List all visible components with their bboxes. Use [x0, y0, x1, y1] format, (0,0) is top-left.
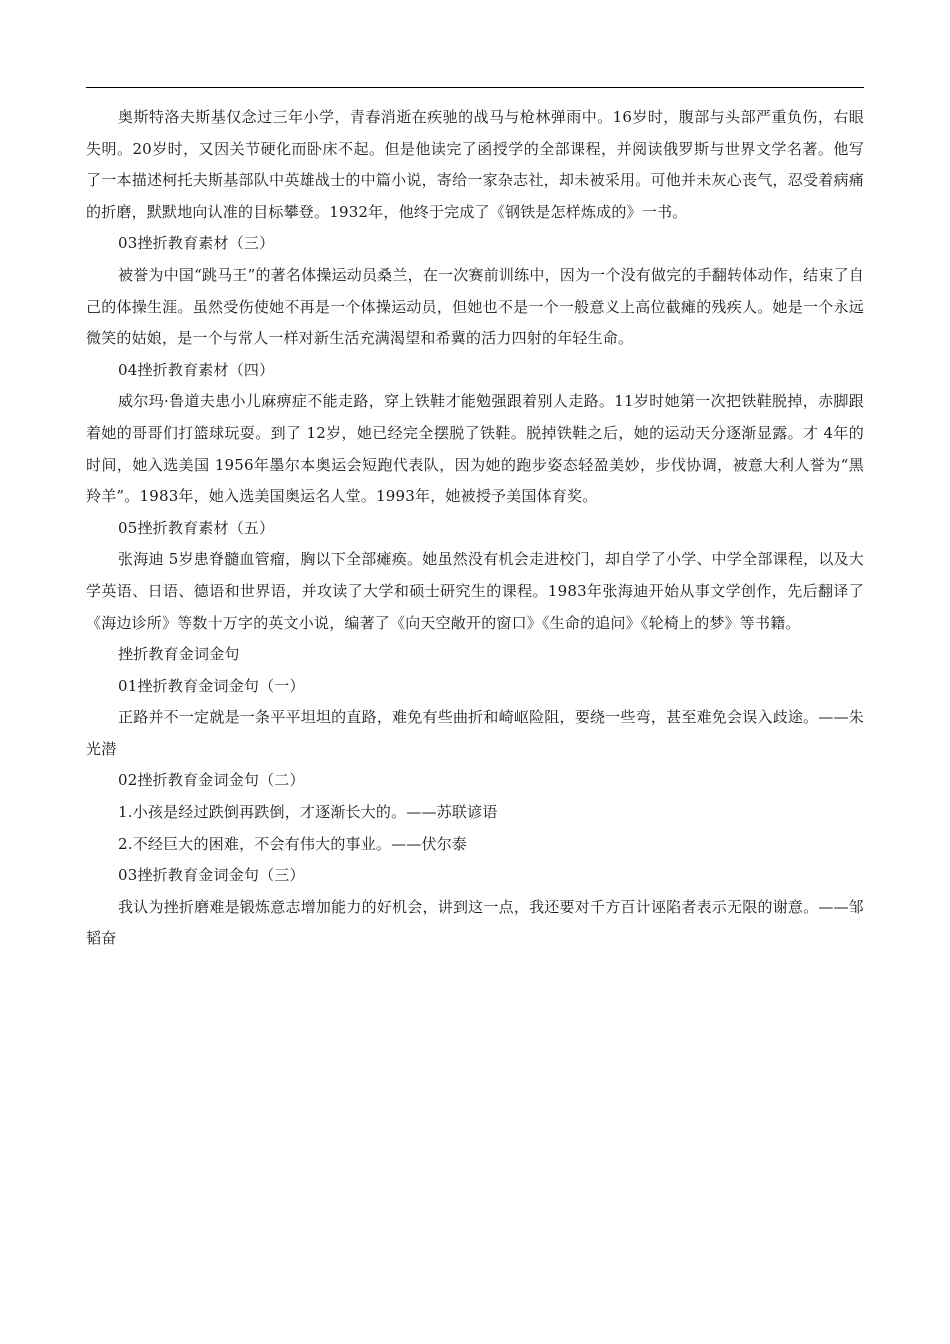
- document-body: [86, 102, 864, 955]
- heading-material-4: 04挫折教育素材（四）: [118, 360, 275, 379]
- paragraph-wilma-rudolph: 威尔玛·鲁道夫患小儿麻痹症不能走路，穿上铁鞋才能勉强跟着别人走路。11岁时她第一次把铁鞋脱掉，赤脚跟着她的哥哥们打篮球玩耍。到了 12岁，她已经完全摆脱了铁鞋。脱掉铁鞋之后，她的运动天分逐渐显露。才 4年的时间，她入选美国 1956年墨尔本奥运会短跑代表队，因为她的跑步姿态轻盈美妙，步伐协调，被意大利人誉为“黑羚羊”。1983年，她入选美国奥运名人堂。1993年，她被授予美国体育奖。: [86, 392, 864, 506]
- quote-zou-taofen: 我认为挫折磨难是锻炼意志增加能力的好机会，讲到这一点，我还要对千方百计诬陷者表示无限的谢意。——邹韬奋: [86, 897, 864, 948]
- paragraph-zhang-haidi: 张海迪 5岁患脊髓血管瘤，胸以下全部瘫痪。她虽然没有机会走进校门，却自学了小学、中学全部课程，以及大学英语、日语、德语和世界语，并攻读了大学和硕士研究生的课程。1983年张海迪开始从事文学创作，先后翻译了《海边诊所》等数十万字的英文小说，编著了《向天空敞开的窗口》《生命的追问》《轮椅上的梦》等书籍。: [86, 550, 864, 632]
- heading-material-3: 03挫折教育素材（三）: [118, 234, 275, 253]
- paragraph-sang-lan: 被誉为中国“跳马王”的著名体操运动员桑兰，在一次赛前训练中，因为一个没有做完的手翻转体动作，结束了自己的体操生涯。虽然受伤使她不再是一个体操运动员，但她也不是一个一般意义上高位截瘫的残疾人。她是一个永远微笑的姑娘，是一个与常人一样对新生活充满渴望和希冀的活力四射的年轻生命。: [86, 265, 864, 348]
- heading-quotes-2: 02挫折教育金词金句（二）: [118, 771, 305, 790]
- quote-zhu-guangqian: 正路并不一定就是一条平平坦坦的直路，难免有些曲折和崎岖险阻，要绕一些弯，甚至难免会误入歧途。——朱光潜: [86, 708, 864, 758]
- header-rule: [86, 87, 864, 88]
- heading-material-5: 05挫折教育素材（五）: [118, 518, 275, 537]
- heading-quotes-1: 01挫折教育金词金句（一）: [118, 676, 305, 695]
- quote-voltaire: 2.不经巨大的困难，不会有伟大的事业。——伏尔泰: [118, 834, 468, 853]
- quote-soviet-proverb: 1.小孩是经过跌倒再跌倒，才逐渐长大的。——苏联谚语: [118, 803, 498, 822]
- paragraph-ostrovsky: 奥斯特洛夫斯基仅念过三年小学，青春消逝在疾驰的战马与枪林弹雨中。16岁时，腹部与头部严重负伤，右眼失明。20岁时，又因关节硬化而卧床不起。但是他读完了函授学的全部课程，并阅读俄罗斯与世界文学名著。他写了一本描述柯托夫斯基部队中英雄战士的中篇小说，寄给一家杂志社，却未被采用。可他并未灰心丧气，忍受着病痛的折磨，默默地向认准的目标攀登。1932年，他终于完成了《钢铁是怎样炼成的》一书。: [86, 108, 864, 221]
- heading-quotes-3: 03挫折教育金词金句（三）: [118, 866, 305, 885]
- heading-quotes-section: 挫折教育金词金句: [118, 645, 240, 664]
